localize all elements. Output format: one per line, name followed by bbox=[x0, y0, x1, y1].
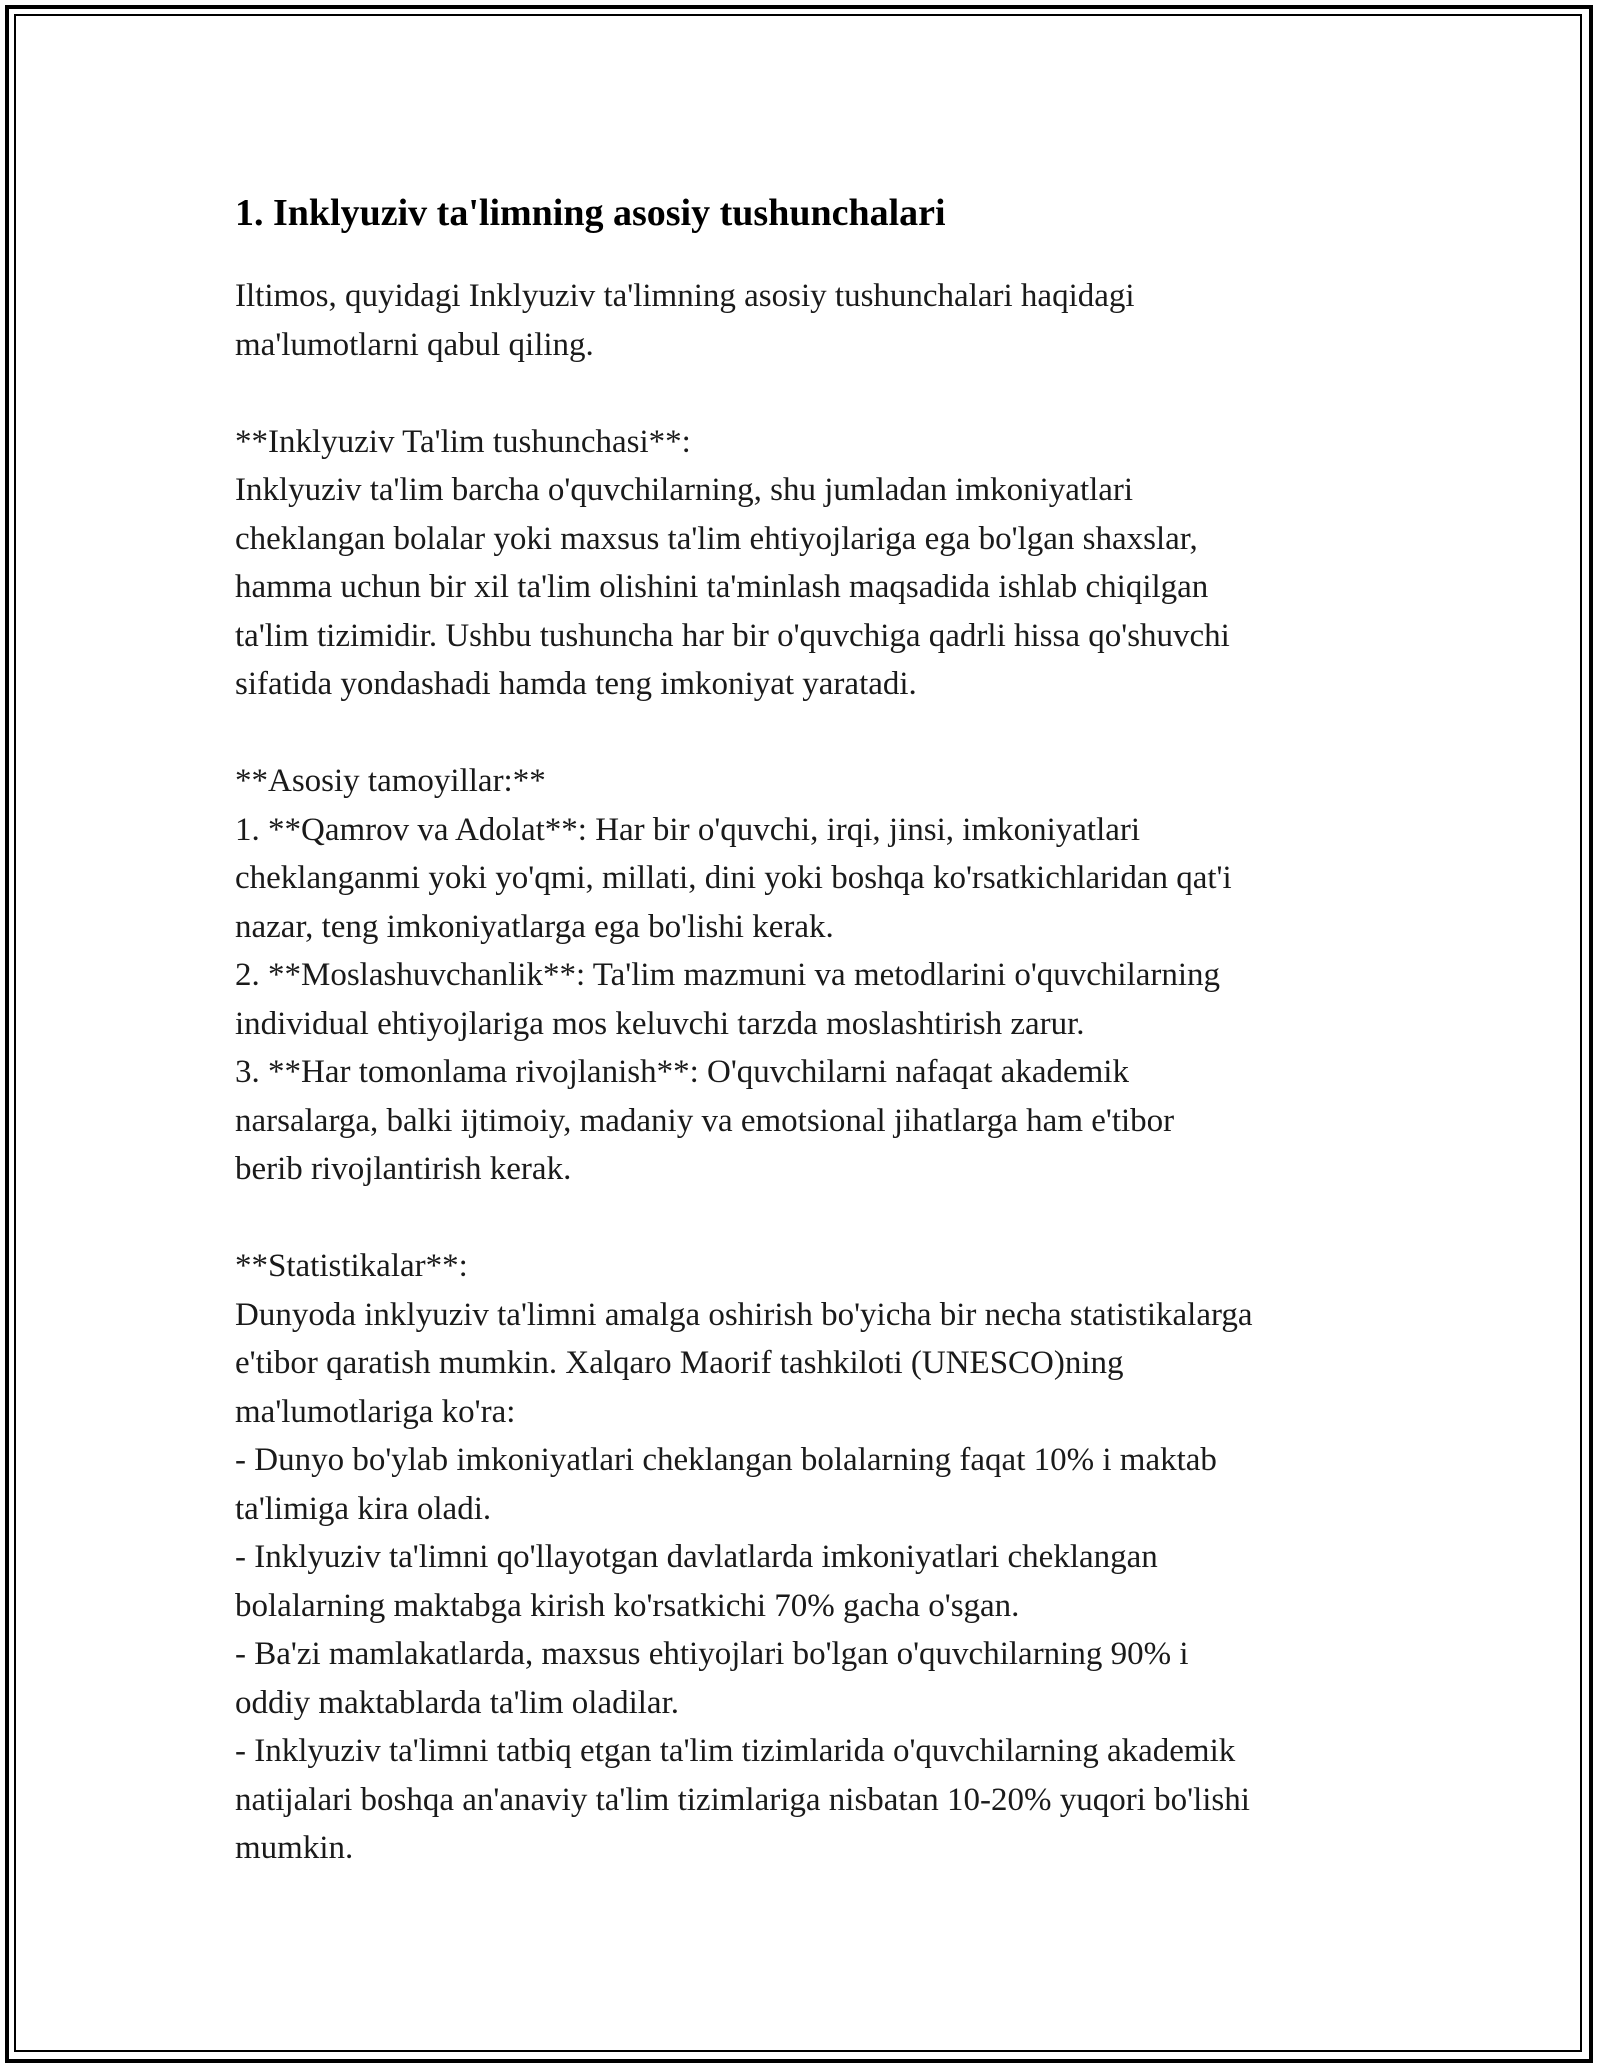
document-content bbox=[235, 186, 1375, 1873]
page-title: 1. Inklyuziv ta'limning asosiy tushunchalari bbox=[235, 192, 946, 234]
document-body: Iltimos, quyidagi Inklyuziv ta'limning asosiy tushunchalari haqidagi ma'lumotlarni qabul qiling. **Inklyuziv Ta'lim tushunchasi**: Inklyuziv ta'lim barcha o'quvchilarning, shu jumladan imkoniyatlari cheklangan bolalar yoki maxsus ta'lim ehtiyojlariga ega bo'lgan shaxslar, hamma uchun bir xil ta'lim olishini ta'minlash maqsadida ishlab chiqilgan ta'lim tizimidir. Ushbu tushuncha har bir o'quvchiga qadrli hissa qo'shuvchi sifatida yondashadi hamda teng imkoniyat yaratadi. **Asosiy tamoyillar:** 1. **Qamrov va Adolat**: Har bir o'quvchi, irqi, jinsi, imkoniyatlari cheklanganmi yoki yo'qmi, millati, dini yoki boshqa ko'rsatkichlaridan qat'i nazar, teng imkoniyatlarga ega bo'lishi kerak. 2. **Moslashuvchanlik**: Ta'lim mazmuni va metodlarini o'quvchilarning individual ehtiyojlariga mos keluvchi tarzda moslashtirish zarur. 3. **Har tomonlama rivojlanish**: O'quvchilarni nafaqat akademik narsalarga, balki ijtimoiy, madaniy va emotsional jihatlarga ham e'tibor berib rivojlantirish kerak. **Statistikalar**: Dunyoda inklyuziv ta'limni amalga oshirish bo'yicha bir necha statistikalarga e'tibor qaratish mumkin. Xalqaro Maorif tashkiloti (UNESCO)ning ma'lumotlariga ko'ra: - Dunyo bo'ylab imkoniyatlari cheklangan bolalarning faqat 10% i maktab ta'limiga kira oladi. - Inklyuziv ta'limni qo'llayotgan davlatlarda imkoniyatlari cheklangan bolalarning maktabga kirish ko'rsatkichi 70% gacha o'sgan. - Ba'zi mamlakatlarda, maxsus ehtiyojlari bo'lgan o'quvchilarning 90% i oddiy maktablarda ta'lim oladilar. - Inklyuziv ta'limni tatbiq etgan ta'lim tizimlarida o'quvchilarning akademik natijalari boshqa an'anaviy ta'lim tizimlariga nisbatan 10-20% yuqori bo'lishi mumkin. bbox=[235, 278, 1253, 1866]
